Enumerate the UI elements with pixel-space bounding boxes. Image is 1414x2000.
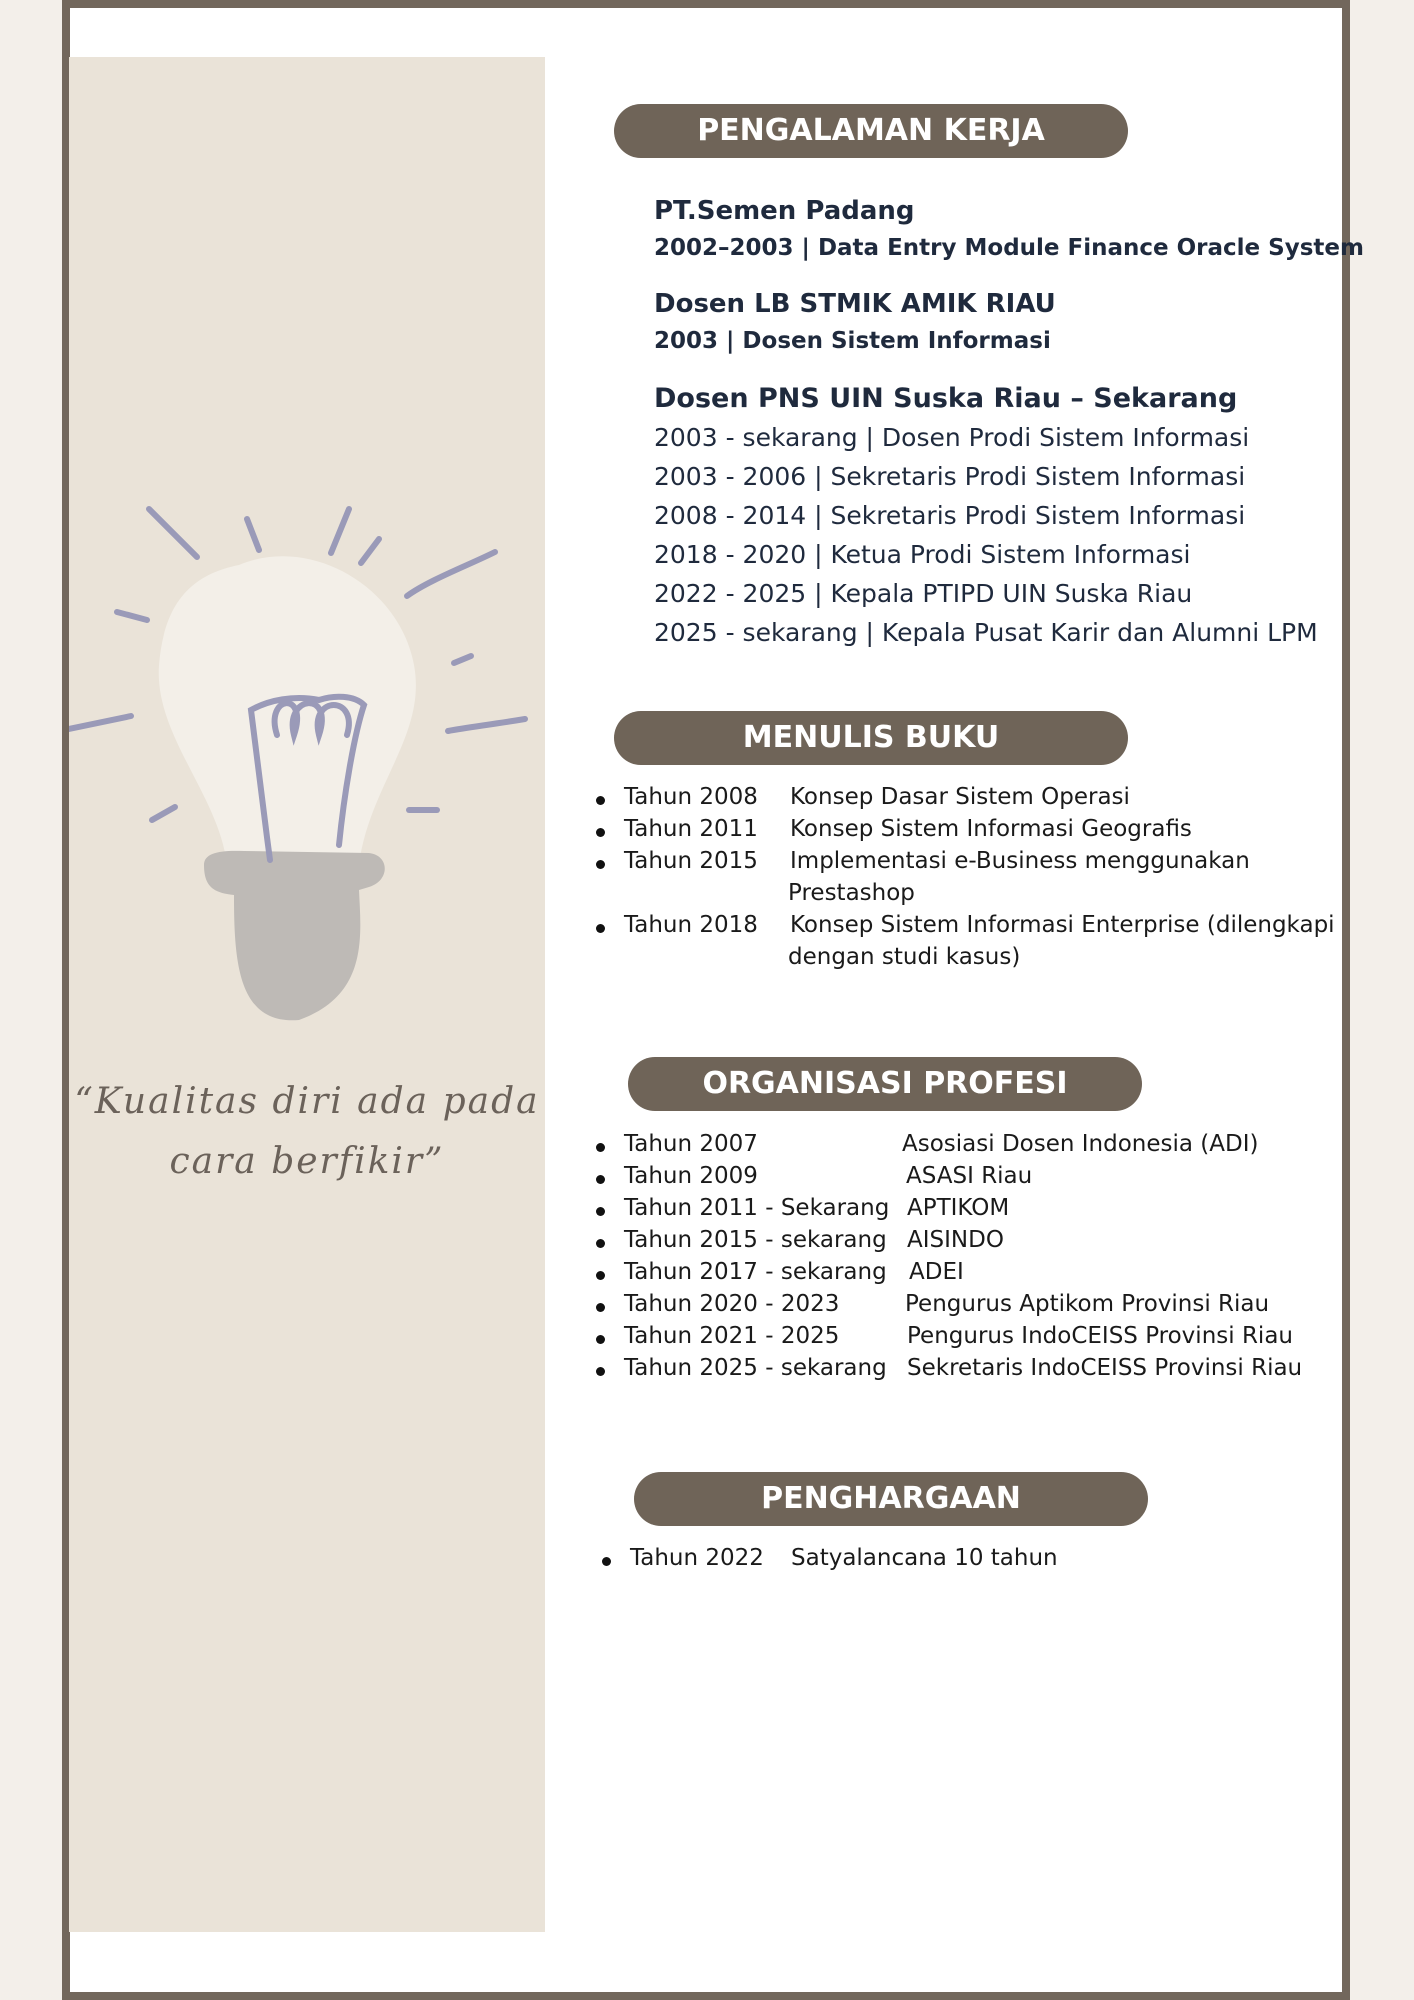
bullet [596,828,605,837]
organization-list [596,1131,1336,1387]
org-year: Tahun 2025 - sekarang [624,1355,887,1381]
job-detail: 2008 - 2014 | Sekretaris Prodi Sistem Informasi [654,501,1246,530]
bullet [596,1175,605,1184]
bullet [596,796,605,805]
job-title: PT.Semen Padang [654,196,915,226]
job-detail: 2003 | Dosen Sistem Informasi [654,328,1051,354]
job-detail: 2002–2003 | Data Entry Module Finance Oracle System [654,235,1364,261]
award-list [602,1545,1342,1577]
job-entry [654,192,1364,267]
bullet [596,1367,605,1376]
list-item [596,1195,1336,1227]
list-item [596,1291,1336,1323]
book-year: Tahun 2011 [624,816,758,842]
list-item [596,1227,1336,1259]
org-name: Pengurus IndoCEISS Provinsi Riau [907,1323,1293,1349]
award-name: Satyalancana 10 tahun [791,1545,1058,1571]
job-detail: 2003 - 2006 | Sekretaris Prodi Sistem Informasi [654,462,1246,491]
bullet [596,1207,605,1216]
job-detail: 2003 - sekarang | Dosen Prodi Sistem Informasi [654,423,1250,452]
org-name: ASASI Riau [906,1163,1033,1189]
section-heading-penghargaan: PENGHARGAAN [634,1472,1148,1526]
org-name: Asosiasi Dosen Indonesia (ADI) [902,1131,1259,1157]
org-year: Tahun 2007 [624,1131,758,1157]
lightbulb-icon [69,495,545,1035]
list-item [602,1545,1342,1577]
motto-quote [69,1072,545,1192]
book-list [596,784,1336,976]
org-year: Tahun 2017 - sekarang [624,1259,887,1285]
quote-line-2: cara berfikir” [169,1141,445,1182]
list-item [596,848,1336,912]
org-year: Tahun 2011 - Sekarang [624,1195,890,1221]
job-detail: 2018 - 2020 | Ketua Prodi Sistem Informasi [654,540,1191,569]
section-heading-organisasi: ORGANISASI PROFESI [628,1057,1142,1111]
org-year: Tahun 2020 - 2023 [624,1291,840,1317]
bullet [596,1143,605,1152]
org-name: Sekretaris IndoCEISS Provinsi Riau [907,1355,1303,1381]
org-year: Tahun 2009 [624,1163,758,1189]
book-year: Tahun 2015 [624,848,758,874]
org-name: ADEI [909,1259,964,1285]
list-item [596,1163,1336,1195]
org-name: APTIKOM [907,1195,1010,1221]
list-item [596,1131,1336,1163]
bullet [602,1557,611,1566]
org-year: Tahun 2015 - sekarang [624,1227,887,1253]
job-detail: 2025 - sekarang | Kepala Pusat Karir dan Alumni LPM [654,618,1318,647]
job-entry [654,380,1318,652]
list-item [596,784,1336,816]
job-title: Dosen LB STMIK AMIK RIAU [654,289,1056,319]
list-item [596,816,1336,848]
book-title-continued: dengan studi kasus) [788,944,1021,970]
book-title: Implementasi e-Business menggunakan [790,848,1250,874]
bullet [596,1271,605,1280]
list-item [596,1323,1336,1355]
bullet [596,1239,605,1248]
bullet [596,860,605,869]
bullet [596,1335,605,1344]
list-item [596,1355,1336,1387]
award-year: Tahun 2022 [630,1545,764,1571]
bullet [596,1303,605,1312]
org-name: AISINDO [907,1227,1004,1253]
book-title: Konsep Sistem Informasi Geografis [790,816,1192,842]
job-detail: 2022 - 2025 | Kepala PTIPD UIN Suska Riau [654,579,1193,608]
list-item [596,1259,1336,1291]
book-year: Tahun 2008 [624,784,758,810]
book-year: Tahun 2018 [624,912,758,938]
list-item [596,912,1336,976]
org-year: Tahun 2021 - 2025 [624,1323,840,1349]
bullet [596,924,605,933]
job-title: Dosen PNS UIN Suska Riau – Sekarang [654,383,1238,414]
section-heading-buku: MENULIS BUKU [614,711,1128,765]
book-title: Konsep Dasar Sistem Operasi [790,784,1130,810]
section-heading-pengalaman: PENGALAMAN KERJA [614,104,1128,158]
org-name: Pengurus Aptikom Provinsi Riau [905,1291,1270,1317]
book-title-continued: Prestashop [788,880,915,906]
job-entry [654,285,1056,360]
quote-line-1: “Kualitas diri ada pada [74,1081,540,1122]
book-title: Konsep Sistem Informasi Enterprise (dilengkapi [790,912,1335,938]
